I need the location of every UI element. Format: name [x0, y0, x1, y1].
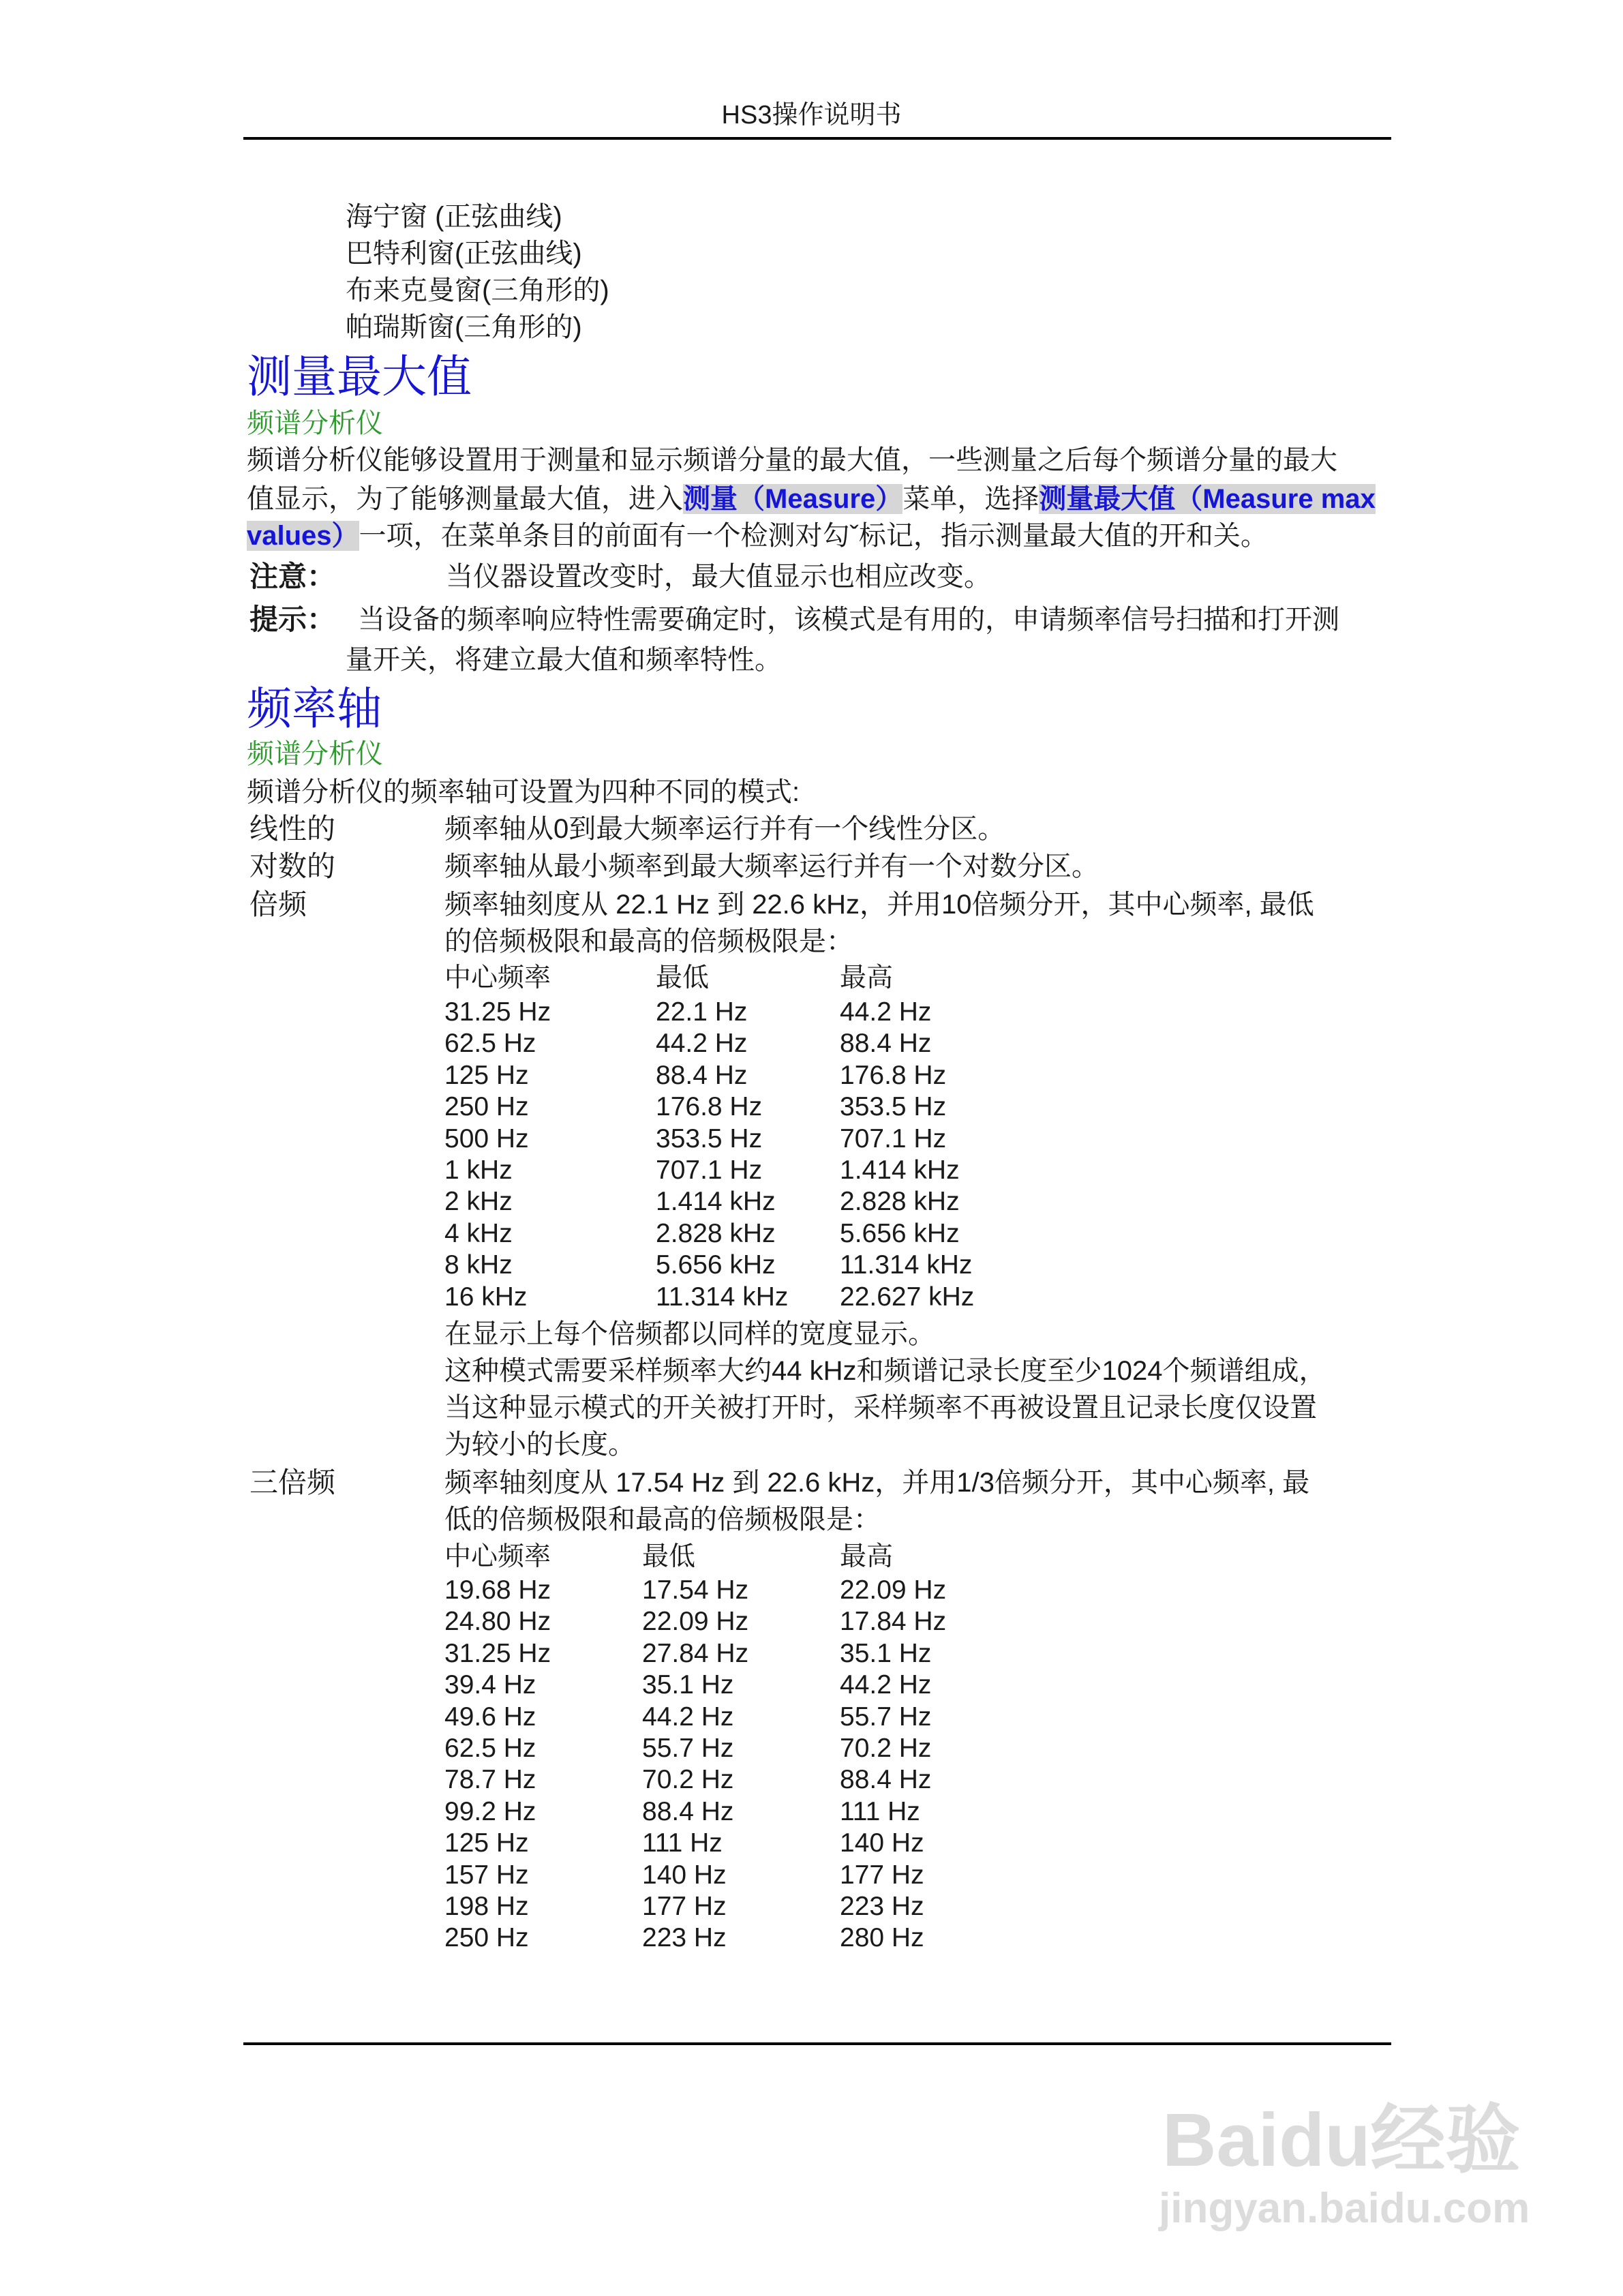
table-cell: 44.2 Hz — [656, 1029, 748, 1059]
table-cell: 223 Hz — [642, 1923, 727, 1953]
mode-text: 这种模式需要采样频率大约44 kHz和频谱记录长度至少1024个频谱组成， — [444, 1356, 1326, 1386]
table-cell: 353.5 Hz — [656, 1123, 763, 1153]
mode-text: 的倍频极限和最高的倍频极限是： — [444, 926, 853, 956]
mode-text: 频率轴从0到最大频率运行并有一个线性分区。 — [444, 814, 1005, 844]
mode-text: 低的倍频极限和最高的倍频极限是： — [444, 1505, 881, 1535]
table-header-cell: 中心频率 — [444, 1542, 551, 1571]
table-cell: 44.2 Hz — [642, 1702, 734, 1732]
watermark-url: jingyan.baidu.com — [1159, 2185, 1530, 2232]
table-cell: 176.8 Hz — [840, 1060, 947, 1090]
table-cell: 22.09 Hz — [642, 1607, 749, 1637]
table-cell: 198 Hz — [444, 1892, 529, 1921]
paragraph-line: 频谱分析仪能够设置用于测量和显示频谱分量的最大值，一些测量之后每个频谱分量的最大 — [247, 445, 1337, 475]
table-cell: 250 Hz — [444, 1923, 529, 1953]
watermark-logo: Baidu经验 — [1162, 2098, 1521, 2182]
mode-text: 在显示上每个倍频都以同样的宽度显示。 — [444, 1319, 935, 1349]
section-heading-axis: 频率轴 — [247, 683, 382, 734]
table-cell: 1.414 kHz — [840, 1155, 960, 1185]
table-cell: 88.4 Hz — [642, 1796, 734, 1826]
table-cell: 2 kHz — [444, 1187, 513, 1217]
table-cell: 31.25 Hz — [444, 997, 551, 1027]
table-cell: 70.2 Hz — [840, 1734, 932, 1763]
table-cell: 35.1 Hz — [840, 1638, 932, 1668]
table-cell: 4 kHz — [444, 1218, 513, 1248]
table-cell: 2.828 kHz — [840, 1187, 960, 1217]
table-cell: 707.1 Hz — [656, 1155, 763, 1185]
table-cell: 111 Hz — [642, 1828, 723, 1858]
table-cell: 55.7 Hz — [642, 1734, 734, 1763]
table-header-cell: 最高 — [840, 963, 894, 993]
table-cell: 88.4 Hz — [840, 1029, 932, 1059]
paragraph-line: 频谱分析仪的频率轴可设置为四种不同的模式: — [247, 777, 800, 807]
paragraph-line — [247, 481, 1376, 517]
table-cell: 88.4 Hz — [656, 1060, 748, 1090]
table-cell: 22.627 kHz — [840, 1282, 975, 1312]
table-cell: 140 Hz — [642, 1860, 727, 1890]
table-cell: 44.2 Hz — [840, 1670, 932, 1700]
table-cell: 111 Hz — [840, 1796, 920, 1826]
table-cell: 22.09 Hz — [840, 1575, 947, 1605]
table-cell: 1 kHz — [444, 1155, 513, 1185]
paragraph-line — [247, 517, 1268, 554]
table-header-cell: 最低 — [642, 1542, 696, 1571]
table-header-cell: 最低 — [656, 963, 710, 993]
tip-label: 提示： — [249, 603, 336, 635]
mode-text: 为较小的长度。 — [444, 1430, 635, 1460]
mode-text: 频率轴刻度从 17.54 Hz 到 22.6 kHz，并用1/3倍频分开，其中心频率, 最 — [444, 1468, 1310, 1498]
window-list-item: 海宁窗 (正弦曲线) — [346, 202, 562, 232]
text: 菜单，选择 — [902, 484, 1040, 514]
table-cell: 11.314 kHz — [840, 1250, 973, 1280]
table-cell: 27.84 Hz — [642, 1638, 749, 1668]
mode-label-third-octave: 三倍频 — [249, 1466, 336, 1498]
table-header-cell: 最高 — [840, 1542, 894, 1571]
table-cell: 31.25 Hz — [444, 1638, 551, 1668]
table-header-cell: 中心频率 — [444, 963, 551, 993]
table-cell: 24.80 Hz — [444, 1607, 551, 1637]
table-cell: 1.414 kHz — [656, 1187, 776, 1217]
section-heading-max: 测量最大值 — [247, 351, 472, 402]
table-cell: 78.7 Hz — [444, 1765, 536, 1795]
table-cell: 5.656 kHz — [840, 1218, 960, 1248]
table-cell: 5.656 kHz — [656, 1250, 776, 1280]
table-cell: 250 Hz — [444, 1092, 529, 1122]
header-rule — [243, 137, 1391, 140]
section-subtitle: 频谱分析仪 — [247, 739, 383, 769]
table-cell: 176.8 Hz — [656, 1092, 763, 1122]
table-cell: 11.314 kHz — [656, 1282, 789, 1312]
menu-reference-measure: 测量（Measure） — [683, 484, 903, 514]
mode-label-octave: 倍频 — [249, 888, 307, 920]
mode-text: 当这种显示模式的开关被打开时，采样频率不再被设置且记录长度仅设置 — [444, 1393, 1317, 1423]
page-header-title: HS3操作说明书 — [721, 101, 902, 130]
window-list-item: 布来克曼窗(三角形的) — [346, 275, 609, 305]
table-cell: 8 kHz — [444, 1250, 513, 1280]
mode-label-log: 对数的 — [249, 850, 336, 882]
tip-text: 当设备的频率响应特性需要确定时，该模式是有用的，申请频率信号扫描和打开测 — [358, 605, 1339, 635]
window-list-item: 巴特利窗(正弦曲线) — [346, 239, 582, 269]
table-cell: 157 Hz — [444, 1860, 529, 1890]
table-cell: 99.2 Hz — [444, 1796, 536, 1826]
table-cell: 707.1 Hz — [840, 1123, 947, 1153]
table-cell: 500 Hz — [444, 1123, 529, 1153]
table-cell: 280 Hz — [840, 1923, 924, 1953]
table-cell: 177 Hz — [642, 1892, 727, 1921]
table-cell: 44.2 Hz — [840, 997, 932, 1027]
mode-text: 频率轴从最小频率到最大频率运行并有一个对数分区。 — [444, 851, 1099, 881]
footer-rule — [243, 2042, 1391, 2045]
table-cell: 55.7 Hz — [840, 1702, 932, 1732]
table-cell: 17.84 Hz — [840, 1607, 947, 1637]
table-cell: 70.2 Hz — [642, 1765, 734, 1795]
table-cell: 16 kHz — [444, 1282, 528, 1312]
note-label: 注意： — [249, 560, 336, 592]
text: 一项，在菜单条目的前面有一个检测对勾ˇ标记，指示测量最大值的开和关。 — [359, 521, 1268, 551]
mode-text: 频率轴刻度从 22.1 Hz 到 22.6 kHz，并用10倍频分开，其中心频率, 最低 — [444, 890, 1314, 920]
note-text: 当仪器设置改变时，最大值显示也相应改变。 — [446, 562, 991, 592]
text: 值显示，为了能够测量最大值，进入 — [247, 484, 683, 514]
window-list-item: 帕瑞斯窗(三角形的) — [346, 312, 582, 342]
table-cell: 125 Hz — [444, 1828, 529, 1858]
table-cell: 353.5 Hz — [840, 1092, 947, 1122]
menu-reference-values: values） — [247, 521, 359, 551]
table-cell: 19.68 Hz — [444, 1575, 551, 1605]
section-subtitle: 频谱分析仪 — [247, 408, 383, 438]
table-cell: 177 Hz — [840, 1860, 924, 1890]
table-cell: 49.6 Hz — [444, 1702, 536, 1732]
table-cell: 35.1 Hz — [642, 1670, 734, 1700]
table-cell: 22.1 Hz — [656, 997, 748, 1027]
table-cell: 2.828 kHz — [656, 1218, 776, 1248]
table-cell: 88.4 Hz — [840, 1765, 932, 1795]
table-cell: 39.4 Hz — [444, 1670, 536, 1700]
table-cell: 62.5 Hz — [444, 1029, 536, 1059]
table-cell: 223 Hz — [840, 1892, 924, 1921]
table-cell: 140 Hz — [840, 1828, 924, 1858]
tip-text: 量开关，将建立最大值和频率特性。 — [346, 645, 782, 675]
mode-label-linear: 线性的 — [249, 813, 336, 845]
table-cell: 125 Hz — [444, 1060, 529, 1090]
menu-reference-measure-max: 测量最大值（Measure max — [1039, 484, 1376, 514]
table-cell: 17.54 Hz — [642, 1575, 749, 1605]
table-cell: 62.5 Hz — [444, 1734, 536, 1763]
